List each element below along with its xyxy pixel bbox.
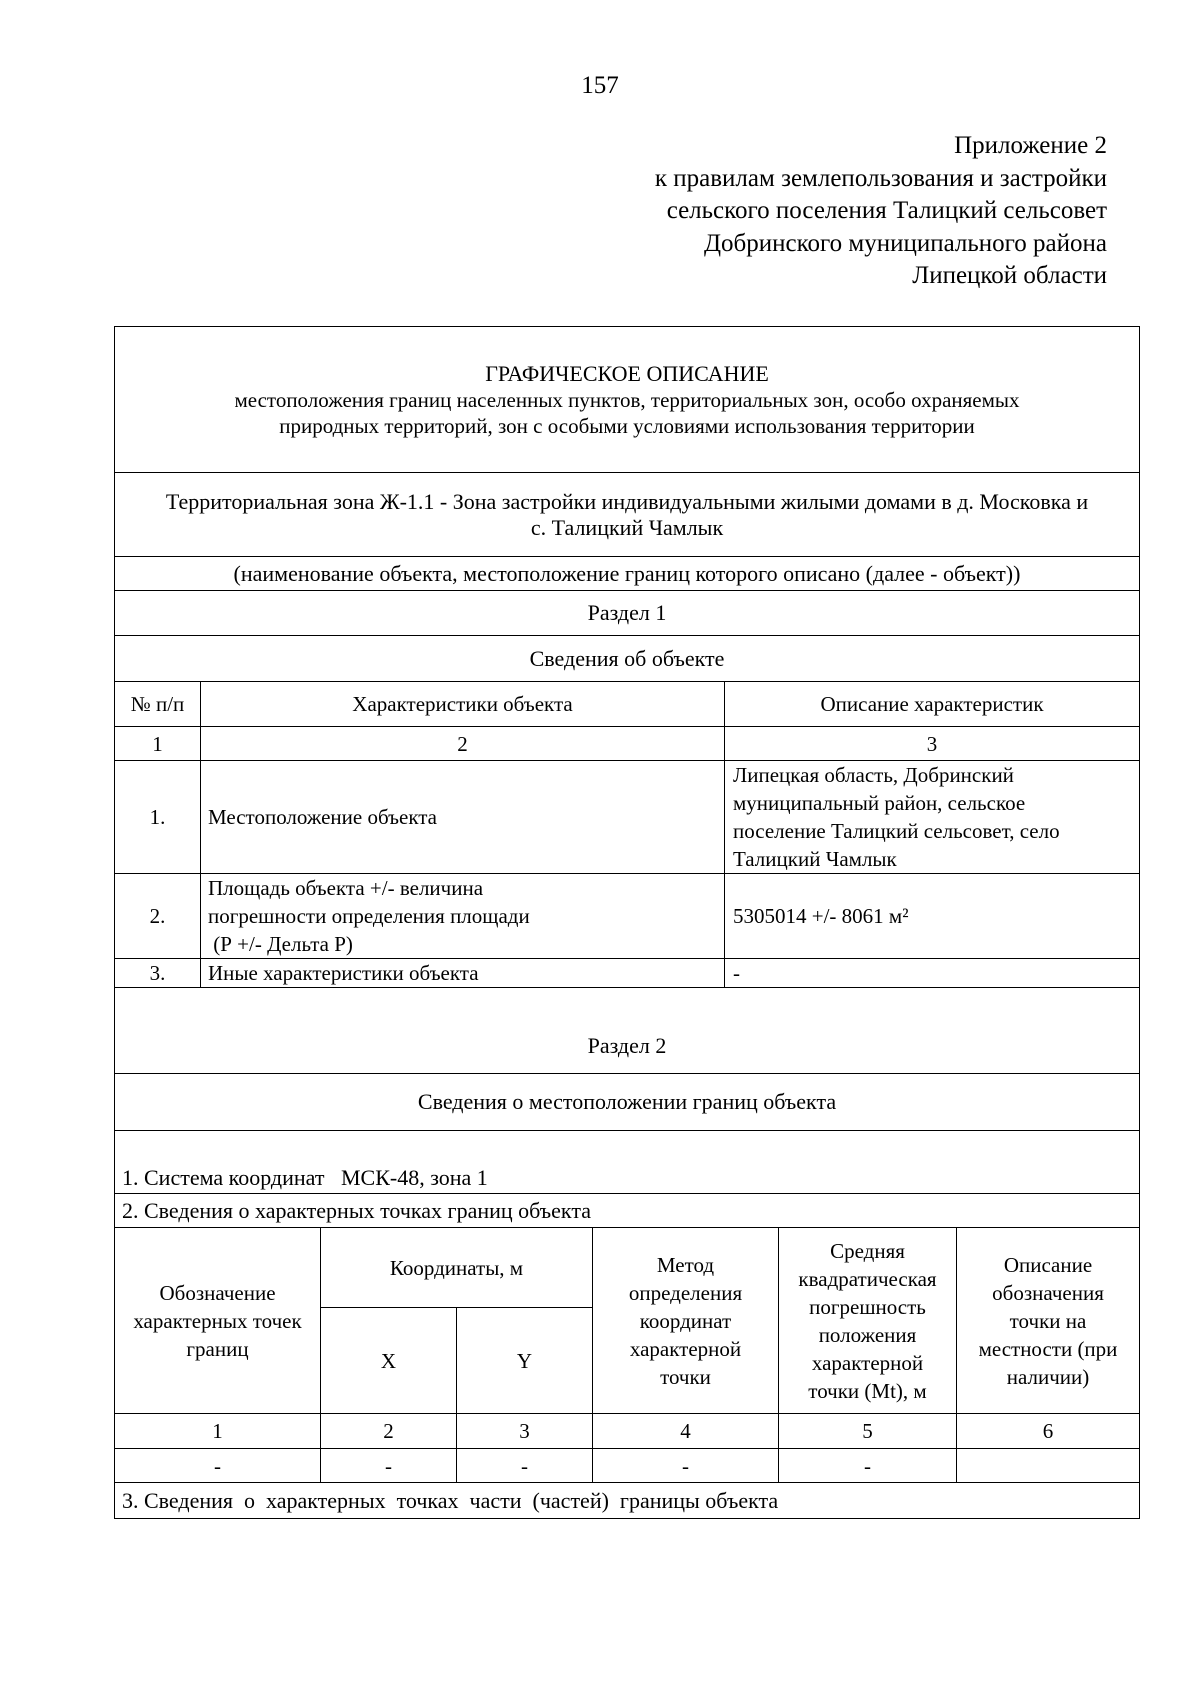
- form-header: [115, 327, 1139, 473]
- header-line: определения: [628, 1280, 743, 1305]
- header-line: точки: [660, 1364, 711, 1389]
- table-cell: -: [115, 1449, 321, 1483]
- col-header-desc: Описание характеристик: [820, 692, 1044, 716]
- colnum: 3: [926, 731, 938, 756]
- appendix-block: [655, 130, 1107, 293]
- header-line: характерной: [629, 1336, 742, 1361]
- table-cell: -: [779, 1449, 957, 1483]
- appendix-line: к правилам землепользования и застройки: [654, 164, 1107, 192]
- table-row: [115, 761, 1139, 874]
- header-line: Средняя: [830, 1238, 905, 1263]
- object-name-line: с. Талицкий Чамлык: [530, 514, 724, 540]
- form-subtitle-line: местоположения границ населенных пунктов, территориальных зон, особо охраняемых: [234, 387, 1020, 412]
- row-desc-line: муниципальный район, сельское: [733, 791, 1026, 815]
- points-heading-text: 2. Сведения о характерных точках границ объекта: [122, 1197, 591, 1223]
- row-char: [201, 761, 725, 873]
- points-heading: [115, 1194, 1139, 1228]
- row-desc-line: поселение Талицкий сельсовет, село: [733, 819, 1060, 843]
- header-line: наличии): [1006, 1364, 1090, 1389]
- row-desc: [725, 761, 1139, 873]
- row-char-text: Местоположение объекта: [208, 805, 438, 829]
- row-num: 2.: [115, 874, 201, 958]
- row-num: 3.: [115, 959, 201, 987]
- parts-heading: [115, 1483, 1139, 1519]
- col-header-y: Y: [457, 1308, 593, 1414]
- col-header-method: [593, 1228, 779, 1414]
- header-line: точки (Mt), м: [808, 1378, 927, 1403]
- row-desc: [725, 959, 1139, 987]
- table-row: [115, 959, 1139, 988]
- section1-subtitle-text: Сведения об объекте: [529, 645, 725, 671]
- header-line: характерных точек: [133, 1308, 302, 1333]
- row-desc: [725, 874, 1139, 958]
- col-header-error: [779, 1228, 957, 1414]
- appendix-line: Приложение 2: [954, 132, 1107, 159]
- header-line: границ: [186, 1336, 249, 1361]
- section2-subtitle-text: Сведения о местоположении границ объекта: [417, 1089, 837, 1114]
- col-header-designation: [115, 1228, 321, 1414]
- colnum: 3: [457, 1414, 593, 1449]
- header-line: квадратическая: [798, 1266, 937, 1291]
- colnum: 2: [201, 727, 725, 760]
- header-line: Обозначение: [159, 1280, 276, 1305]
- section1-colnum-row: [115, 727, 1139, 761]
- colnum: 1: [115, 727, 201, 760]
- row-desc-text: 5305014 +/- 8061 м²: [733, 904, 909, 928]
- section1-header-row: [115, 682, 1139, 727]
- table-row: [115, 874, 1139, 959]
- page-number: 157: [581, 72, 619, 99]
- header-line: погрешность: [809, 1294, 926, 1319]
- colnum: 5: [779, 1414, 957, 1449]
- colnum: 6: [957, 1414, 1139, 1449]
- header-line: Метод: [656, 1252, 715, 1277]
- header-line: характерной: [811, 1350, 924, 1375]
- section2-subtitle: [115, 1074, 1139, 1131]
- row-char: [201, 874, 725, 958]
- col-header-num: № п/п: [115, 682, 201, 726]
- points-table: [115, 1228, 1139, 1483]
- appendix-line: сельского поселения Талицкий сельсовет: [666, 197, 1107, 224]
- header-line: обозначения: [992, 1280, 1104, 1305]
- section2-title-text: Раздел 2: [587, 1033, 667, 1058]
- section2-title: [115, 988, 1139, 1074]
- section1-title-text: Раздел 1: [587, 600, 667, 625]
- header-line: координат: [639, 1308, 732, 1333]
- appendix-line: Липецкой области: [912, 262, 1107, 289]
- col-header-description: [957, 1228, 1139, 1414]
- col-header-x: X: [321, 1308, 457, 1414]
- object-name: [115, 473, 1139, 557]
- appendix-line: Добринского муниципального района: [703, 229, 1107, 257]
- form-subtitle-line: природных территорий, зон с особыми условиями использования территории: [279, 413, 975, 438]
- row-char-line: Площадь объекта +/- величина: [208, 876, 484, 900]
- object-caption-text: (наименование объекта, местоположение границ которого описано (далее - объект)): [233, 560, 1021, 586]
- parts-heading-text: 3. Сведения о характерных точках части (частей) границы объекта: [122, 1487, 779, 1513]
- header-line: положения: [818, 1322, 917, 1347]
- row-char: [201, 959, 725, 987]
- coord-system: [115, 1131, 1139, 1194]
- graphic-description-form: [114, 326, 1140, 1519]
- header-line: местности (при: [978, 1336, 1118, 1361]
- table-cell: -: [457, 1449, 593, 1483]
- row-desc-line: Липецкая область, Добринский: [733, 763, 1014, 787]
- col-header-char: Характеристики объекта: [201, 682, 725, 726]
- row-char-line: погрешности определения площади: [208, 904, 530, 928]
- row-num: 1.: [115, 761, 201, 873]
- row-desc-text: -: [733, 961, 740, 985]
- colnum: 4: [593, 1414, 779, 1449]
- colnum: 1: [115, 1414, 321, 1449]
- table-cell: [957, 1449, 1139, 1483]
- col-header-coordinates: Координаты, м: [321, 1228, 593, 1308]
- table-cell: -: [593, 1449, 779, 1483]
- row-char-line: (Р +/- Дельта Р): [208, 932, 353, 956]
- table-cell: -: [321, 1449, 457, 1483]
- row-desc-line: Талицкий Чамлык: [733, 847, 897, 871]
- object-name-line: Территориальная зона Ж-1.1 - Зона застройки индивидуальными жилыми домами в д. Московка и: [165, 488, 1089, 514]
- header-line: Описание: [1003, 1252, 1093, 1277]
- section1-title: [115, 591, 1139, 636]
- row-char-text: Иные характеристики объекта: [208, 961, 479, 985]
- form-title: ГРАФИЧЕСКОЕ ОПИСАНИЕ: [485, 360, 769, 386]
- header-line: точки на: [1009, 1308, 1087, 1333]
- coord-system-text: 1. Система координат МСК-48, зона 1: [122, 1165, 488, 1190]
- colnum: 2: [321, 1414, 457, 1449]
- section1-subtitle: [115, 636, 1139, 682]
- object-caption: [115, 557, 1139, 591]
